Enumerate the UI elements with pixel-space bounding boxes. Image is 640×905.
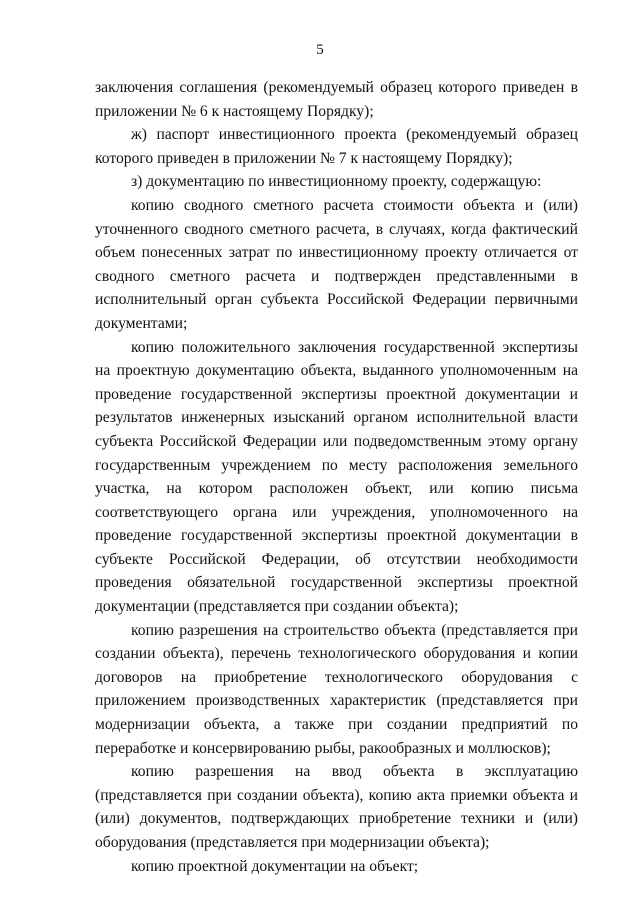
paragraph-investment-passport: ж) паспорт инвестиционного проекта (рекомендуемый образец которого приведен в приложении № 7 к настоящему Порядку); — [95, 126, 578, 167]
paragraph-construction-permit: копию разрешения на строительство объекта (представляется при создании объекта), перечень технологического оборудования и копии договоров на приобретение технологического оборудования с приложением производственных характеристик (представляется при модернизации объекта, а также при создании предприятий по переработке и консервированию рыбы, ракообразных и моллюсков); — [95, 621, 578, 757]
paragraph-estimate-copy: копию сводного сметного расчета стоимости объекта и (или) уточненного сводного сметного расчета, в случаях, когда фактический объем понесенных затрат по инвестиционному проекту отличается от сводного сметного расчета и подтвержден представленными в исполнительный орган субъекта Российской Федерации первичными документами; — [95, 196, 578, 332]
paragraph-agreement-conclusion: заключения соглашения (рекомендуемый образец которого приведен в приложении № 6 к настоящему Порядку); — [95, 79, 578, 120]
paragraph-expertise-conclusion: копию положительного заключения государственной экспертизы на проектную документацию объекта, выданного уполномоченным на проведение государственной экспертизы проектной документации и результатов инженерных изысканий органом исполнительной власти субъекта Российской Федерации или подведомственным этому органу государственным учреждением по месту расположения земельного участка, на котором расположен объект, или копию письма соответствующего органа или учреждения, уполномоченного на проведение государственной экспертизы проектной документации в субъекте Российской Федерации, об отсутствии необходимости проведения обязательной государственной экспертизы проектной документации (представляется при создании объекта); — [95, 338, 578, 616]
paragraph-project-documentation: з) документацию по инвестиционному проекту, содержащую: — [131, 173, 542, 191]
paragraph-commissioning-permit: копию разрешения на ввод объекта в эксплуатацию (представляется при создании объекта), копию акта приемки объекта и (или) документов, подтверждающих приобретение техники и (или) оборудования (представляется при модернизации объекта); — [95, 763, 578, 851]
document-body — [95, 76, 578, 878]
page-number: 5 — [316, 42, 324, 58]
paragraph-design-documentation: копию проектной документации на объект; — [131, 857, 419, 875]
